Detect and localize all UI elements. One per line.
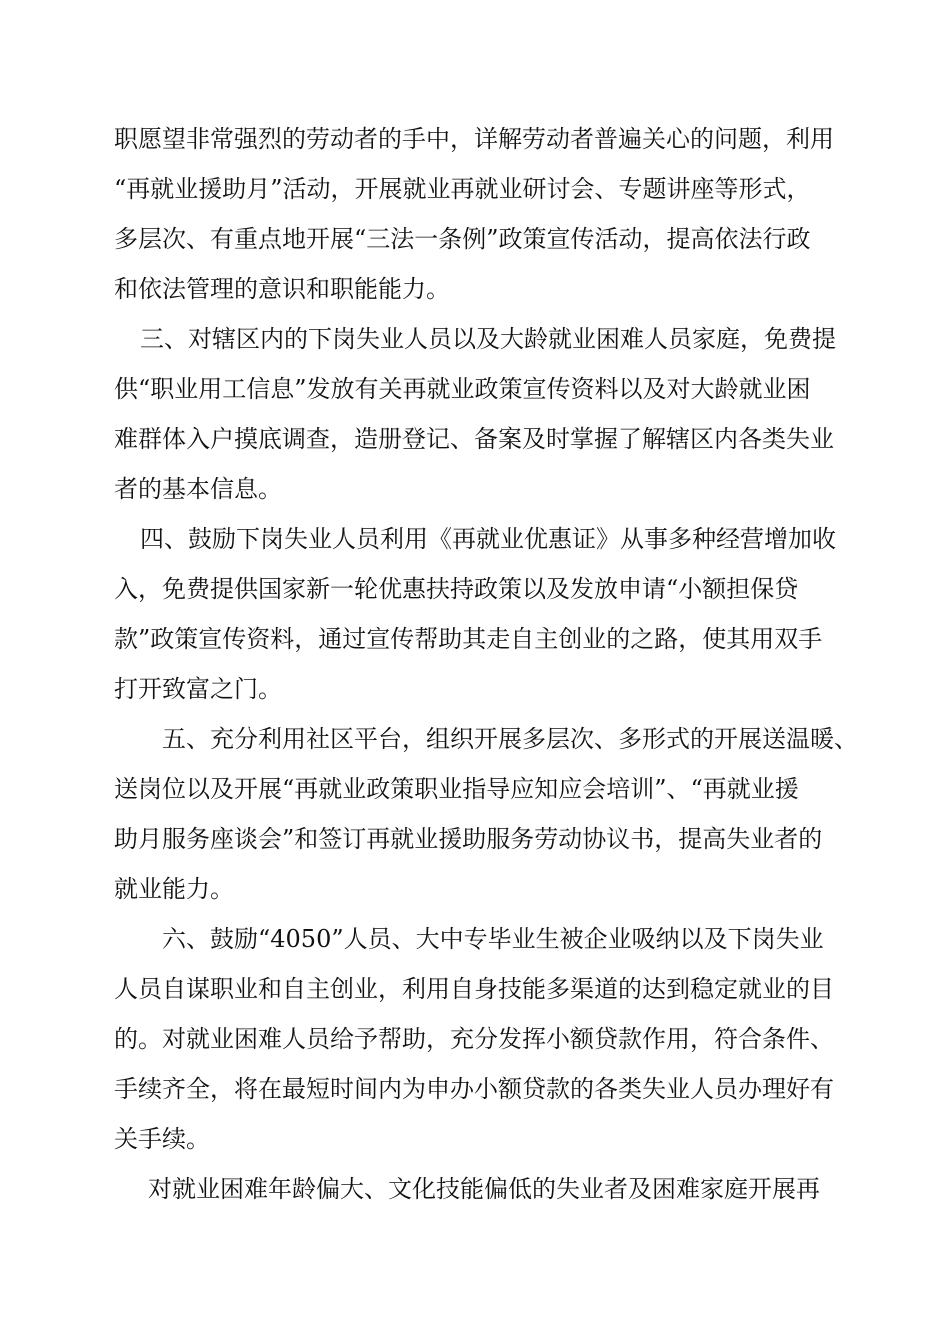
text-line: 者的基本信息。 <box>114 475 282 503</box>
text-line: 的。对就业困难人员给予帮助，充分发挥小额贷款作用，符合条件、 <box>114 1025 834 1053</box>
text-line: 和依法管理的意识和职能能力。 <box>114 275 450 303</box>
text-line: 三、对辖区内的下岗失业人员以及大龄就业困难人员家庭，免费提 <box>140 325 836 353</box>
text-line: 打开致富之门。 <box>114 675 282 703</box>
text-line: 就业能力。 <box>114 875 234 903</box>
text-line: 六、鼓励“4050”人员、大中专毕业生被企业吸纳以及下岗失业 <box>162 925 824 953</box>
text-line: 入，免费提供国家新一轮优惠扶持政策以及发放申请“小额担保贷 <box>114 575 799 603</box>
text-line: 对就业困难年龄偏大、文化技能偏低的失业者及困难家庭开展再 <box>148 1175 820 1203</box>
text-line: 难群体入户摸底调查，造册登记、备案及时掌握了解辖区内各类失业 <box>114 425 834 453</box>
text-line: 款”政策宣传资料，通过宣传帮助其走自主创业的之路，使其用双手 <box>114 625 823 653</box>
text-line: 手续齐全，将在最短时间内为申办小额贷款的各类失业人员办理好有 <box>114 1075 834 1103</box>
text-line: 人员自谋职业和自主创业，利用自身技能多渠道的达到稳定就业的目 <box>114 975 834 1003</box>
text-line: 送岗位以及开展“再就业政策职业指导应知应会培训”、“再就业援 <box>114 775 799 803</box>
text-line: 关手续。 <box>114 1125 210 1153</box>
text-line: 五、充分利用社区平台，组织开展多层次、多形式的开展送温暖、 <box>162 725 858 753</box>
text-line: “再就业援助月”活动，开展就业再就业研讨会、专题讲座等形式， <box>114 175 811 203</box>
text-line: 供“职业用工信息”发放有关再就业政策宣传资料以及对大龄就业困 <box>114 375 811 403</box>
text-line: 多层次、有重点地开展“三法一条例”政策宣传活动，提高依法行政 <box>114 225 811 253</box>
text-line: 职愿望非常强烈的劳动者的手中，详解劳动者普遍关心的问题，利用 <box>114 125 834 153</box>
text-line: 助月服务座谈会”和签订再就业援助服务劳动协议书，提高失业者的 <box>114 825 823 853</box>
text-line: 四、鼓励下岗失业人员利用《再就业优惠证》从事多种经营增加收 <box>140 525 836 553</box>
